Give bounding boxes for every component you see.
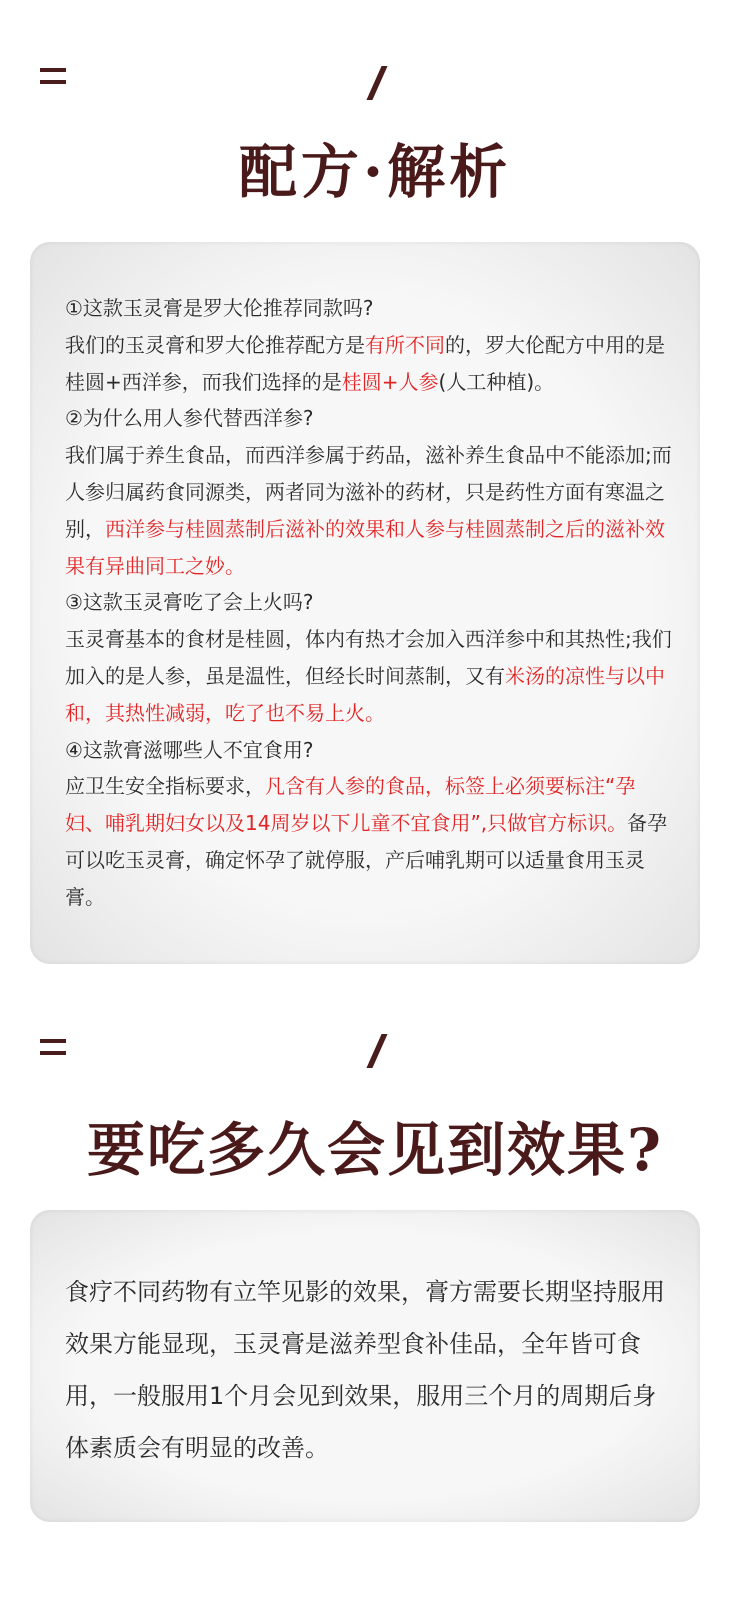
faq-question: ③这款玉灵膏吃了会上火吗? [65,590,314,615]
section2-title: 要吃多久会见到效果? [87,1116,663,1184]
answer-text: 我们的玉灵膏和罗大伦推荐配方是 [65,332,365,357]
effect-description: 食疗不同药物有立竿见影的效果，膏方需要长期坚持服用效果方能显现，玉灵膏是滋养型食补佳品，全年皆可食用，一般服用1个月会见到效果，服用三个月的周期后身体素质会有明显的改善。 [65,1278,665,1462]
answer-text: 备孕可以吃玉灵膏，确定怀孕了就停服，产后哺乳期可以适量食用玉灵膏。 [65,811,668,909]
section1-title: 配方·解析 [238,138,512,206]
faq-card [30,242,700,964]
answer-text: 的，罗大伦配方中用的是桂圆+西洋参，而我们选择的是 [65,332,665,394]
faq-answer [65,768,672,915]
effect-card [30,1210,700,1522]
faq-list [65,290,672,916]
answer-text: 应卫生安全指标要求， [65,774,265,799]
slash-deco-icon [366,1034,387,1068]
answer-text: (人工种植)。 [438,369,555,394]
answer-highlight-text: 有所不同 [365,332,445,357]
faq-question: ②为什么用人参代替西洋参? [65,406,314,431]
answer-highlight-text: 米汤的凉性与以中和，其热性减弱，吃了也不易上火。 [65,663,665,725]
answer-highlight-text: 桂圆+人参 [341,369,439,394]
equals-deco-icon [40,1039,66,1055]
faq-answer [65,437,672,584]
faq-question: ①这款玉灵膏是罗大伦推荐同款吗? [65,296,374,320]
equals-deco-icon [40,68,66,84]
faq-question: ④这款膏滋哪些人不宜食用? [65,737,314,762]
answer-text: 玉灵膏基本的食材是桂圆，体内有热才会加入西洋参中和其热性;我们加入的是人参，虽是温性，但经长时间蒸制，又有 [65,627,672,688]
answer-highlight-text: 凡含有人参的食品，标签上必须要标注“孕妇、哺乳期妇女以及14周岁以下儿童不宜食用”,只做官方标识。 [65,774,636,836]
faq-answer [65,327,672,401]
faq-answer [65,621,672,731]
answer-highlight-text: 西洋参与桂圆蒸制后滋补的效果和人参与桂圆蒸制之后的滋补效果有异曲同工之妙。 [65,516,665,578]
answer-text: 我们属于养生食品，而西洋参属于药品，滋补养生食品中不能添加;而人参归属药食同源类，两者同为滋补的药材，只是药性方面有寒温之别， [65,443,672,541]
slash-deco-icon [366,66,387,100]
